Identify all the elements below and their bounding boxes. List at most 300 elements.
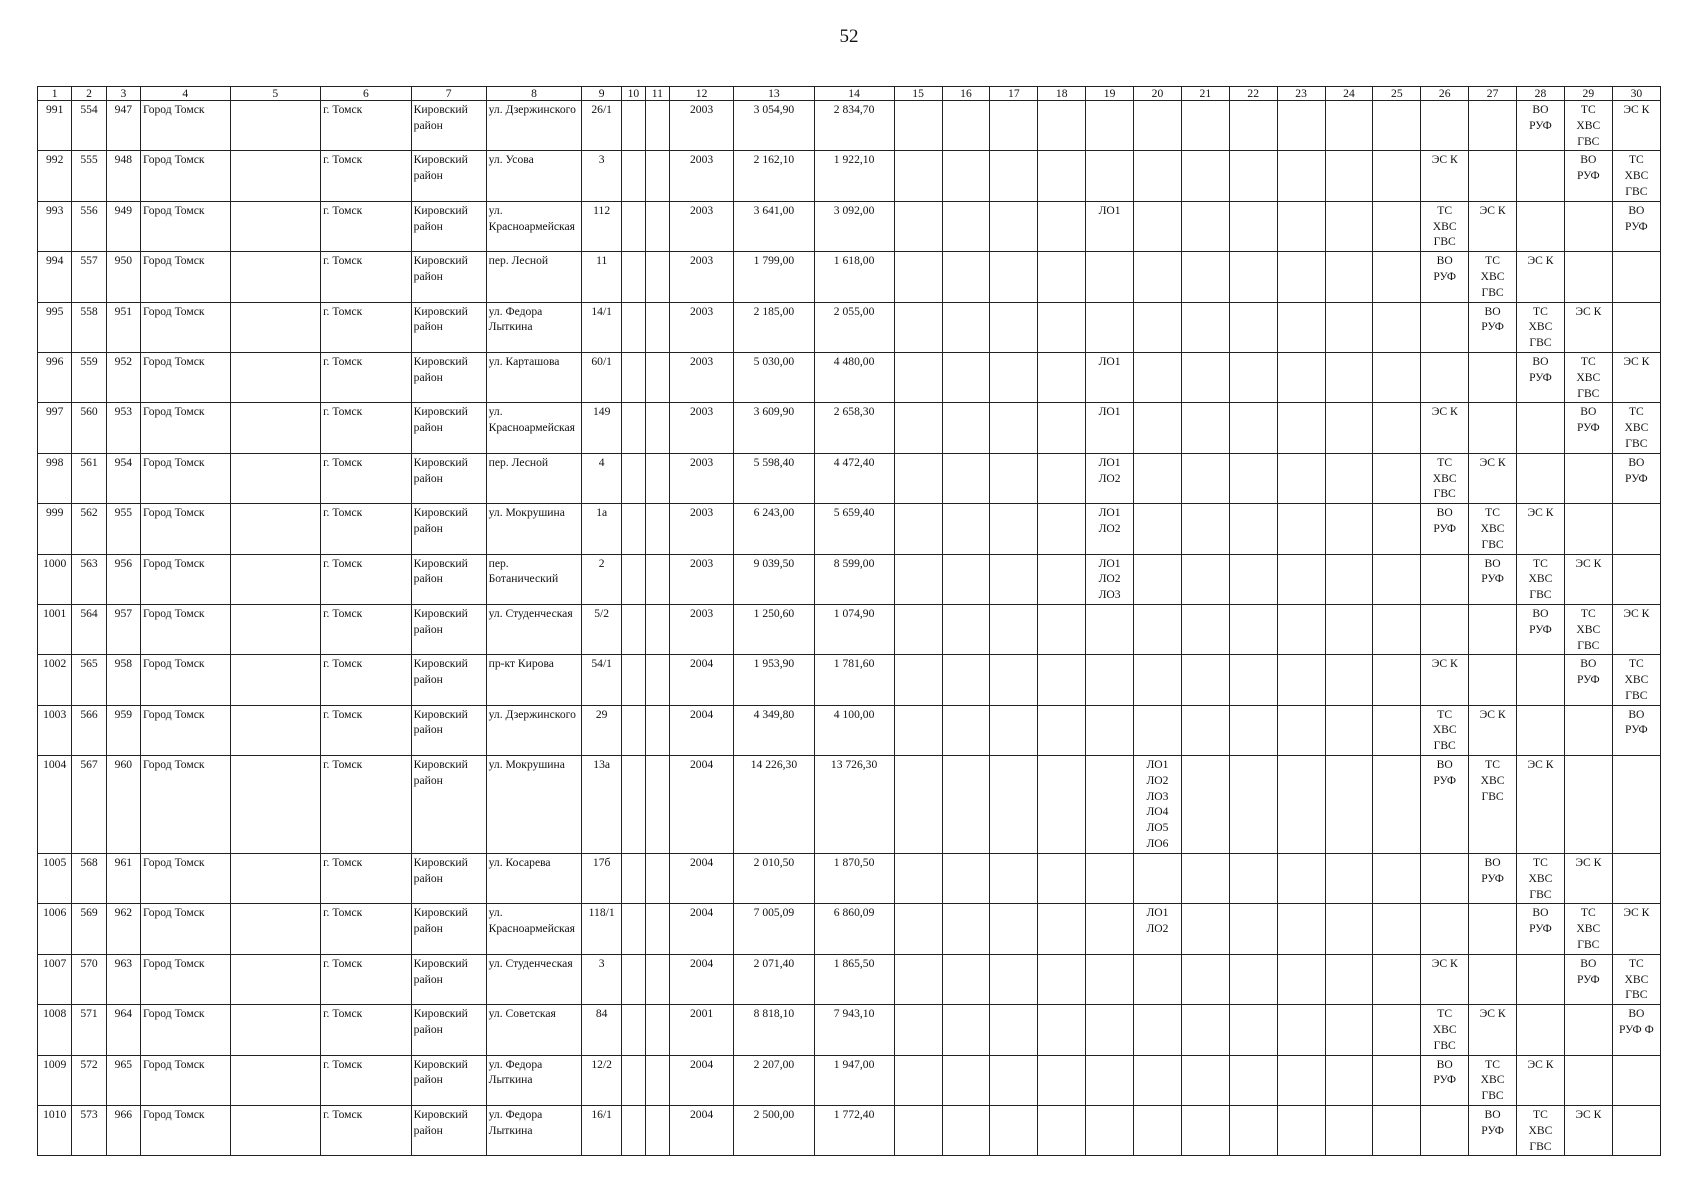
cell-col-30: ТС ХВС ГВС: [1612, 403, 1660, 453]
cell-col-18: [1038, 756, 1086, 854]
cell-col-25: [1373, 604, 1421, 654]
cell-col-15: [894, 151, 942, 201]
cell-col-26: ЭС К: [1421, 403, 1469, 453]
cell-col-23: [1277, 352, 1325, 402]
cell-col-10: [621, 201, 645, 251]
cell-col-13: 3 609,90: [734, 403, 814, 453]
cell-col-7: Кировский район: [411, 101, 486, 151]
cell-col-1: 994: [38, 252, 72, 302]
cell-col-10: [621, 904, 645, 954]
cell-col-7: Кировский район: [411, 151, 486, 201]
cell-col-5: [230, 453, 321, 503]
cell-col-18: [1038, 201, 1086, 251]
cell-col-4: Город Томск: [141, 352, 231, 402]
cell-col-1: 993: [38, 201, 72, 251]
cell-col-9: 2: [582, 554, 622, 604]
cell-col-16: [942, 151, 990, 201]
cell-col-1: 1009: [38, 1055, 72, 1105]
cell-col-17: [990, 954, 1038, 1004]
cell-col-28: ВО РУФ: [1517, 352, 1565, 402]
cell-col-12: 2004: [669, 1106, 734, 1156]
cell-col-12: 2004: [669, 954, 734, 1004]
cell-col-25: [1373, 756, 1421, 854]
cell-col-22: [1229, 302, 1277, 352]
cell-col-25: [1373, 1005, 1421, 1055]
table-row: [38, 1055, 1661, 1105]
cell-col-24: [1325, 201, 1373, 251]
cell-col-6: г. Томск: [321, 1106, 412, 1156]
cell-col-18: [1038, 403, 1086, 453]
column-header-22: 22: [1229, 87, 1277, 101]
cell-col-3: 951: [106, 302, 140, 352]
cell-col-27: ТС ХВС ГВС: [1469, 252, 1517, 302]
cell-col-19: [1086, 604, 1134, 654]
cell-col-3: 956: [106, 554, 140, 604]
column-header-24: 24: [1325, 87, 1373, 101]
cell-col-1: 991: [38, 101, 72, 151]
cell-col-10: [621, 1005, 645, 1055]
column-header-16: 16: [942, 87, 990, 101]
cell-col-23: [1277, 302, 1325, 352]
cell-col-5: [230, 101, 321, 151]
cell-col-18: [1038, 302, 1086, 352]
cell-col-23: [1277, 604, 1325, 654]
cell-col-3: 948: [106, 151, 140, 201]
cell-col-29: ЭС К: [1564, 302, 1612, 352]
cell-col-11: [645, 854, 669, 904]
cell-col-8: ул. Дзержинского: [486, 101, 582, 151]
cell-col-4: Город Томск: [141, 201, 231, 251]
cell-col-12: 2003: [669, 453, 734, 503]
cell-col-22: [1229, 904, 1277, 954]
cell-col-29: [1564, 705, 1612, 755]
cell-col-3: 947: [106, 101, 140, 151]
cell-col-11: [645, 554, 669, 604]
cell-col-12: 2004: [669, 705, 734, 755]
cell-col-9: 3: [582, 151, 622, 201]
cell-col-8: ул. Мокрушина: [486, 756, 582, 854]
column-header-5: 5: [230, 87, 321, 101]
cell-col-17: [990, 252, 1038, 302]
cell-col-28: ТС ХВС ГВС: [1517, 854, 1565, 904]
cell-col-21: [1181, 904, 1229, 954]
cell-col-21: [1181, 554, 1229, 604]
cell-col-9: 13а: [582, 756, 622, 854]
cell-col-15: [894, 252, 942, 302]
cell-col-8: пер. Лесной: [486, 453, 582, 503]
cell-col-8: ул. Дзержинского: [486, 705, 582, 755]
cell-col-20: [1134, 302, 1182, 352]
cell-col-23: [1277, 1055, 1325, 1105]
cell-col-6: г. Томск: [321, 504, 412, 554]
cell-col-9: 60/1: [582, 352, 622, 402]
cell-col-17: [990, 705, 1038, 755]
cell-col-19: [1086, 1055, 1134, 1105]
cell-col-7: Кировский район: [411, 352, 486, 402]
cell-col-30: [1612, 554, 1660, 604]
cell-col-27: [1469, 604, 1517, 654]
cell-col-18: [1038, 954, 1086, 1004]
cell-col-11: [645, 655, 669, 705]
cell-col-17: [990, 352, 1038, 402]
cell-col-25: [1373, 201, 1421, 251]
cell-col-19: [1086, 904, 1134, 954]
cell-col-15: [894, 302, 942, 352]
cell-col-18: [1038, 504, 1086, 554]
cell-col-9: 26/1: [582, 101, 622, 151]
cell-col-6: г. Томск: [321, 302, 412, 352]
cell-col-21: [1181, 1106, 1229, 1156]
cell-col-3: 961: [106, 854, 140, 904]
cell-col-26: ТС ХВС ГВС: [1421, 1005, 1469, 1055]
cell-col-27: ТС ХВС ГВС: [1469, 756, 1517, 854]
cell-col-15: [894, 954, 942, 1004]
table-row: [38, 554, 1661, 604]
table-row: [38, 151, 1661, 201]
cell-col-17: [990, 1055, 1038, 1105]
cell-col-17: [990, 854, 1038, 904]
cell-col-5: [230, 201, 321, 251]
cell-col-7: Кировский район: [411, 756, 486, 854]
cell-col-30: [1612, 1106, 1660, 1156]
table-row: [38, 403, 1661, 453]
cell-col-9: 5/2: [582, 604, 622, 654]
cell-col-27: [1469, 403, 1517, 453]
cell-col-19: [1086, 655, 1134, 705]
column-header-12: 12: [669, 87, 734, 101]
cell-col-11: [645, 1106, 669, 1156]
cell-col-8: ул. Усова: [486, 151, 582, 201]
cell-col-17: [990, 655, 1038, 705]
cell-col-24: [1325, 604, 1373, 654]
cell-col-24: [1325, 1055, 1373, 1105]
cell-col-11: [645, 1055, 669, 1105]
cell-col-28: ЭС К: [1517, 252, 1565, 302]
cell-col-29: [1564, 756, 1612, 854]
cell-col-7: Кировский район: [411, 302, 486, 352]
cell-col-10: [621, 1106, 645, 1156]
cell-col-25: [1373, 151, 1421, 201]
cell-col-2: 566: [72, 705, 106, 755]
cell-col-16: [942, 705, 990, 755]
cell-col-2: 558: [72, 302, 106, 352]
cell-col-8: ул. Красноармейская: [486, 904, 582, 954]
cell-col-26: ВО РУФ: [1421, 252, 1469, 302]
cell-col-29: [1564, 504, 1612, 554]
cell-col-20: [1134, 453, 1182, 503]
cell-col-18: [1038, 101, 1086, 151]
cell-col-4: Город Томск: [141, 1005, 231, 1055]
cell-col-4: Город Томск: [141, 705, 231, 755]
column-header-1: 1: [38, 87, 72, 101]
cell-col-12: 2001: [669, 1005, 734, 1055]
cell-col-14: 1 781,60: [814, 655, 894, 705]
column-header-3: 3: [106, 87, 140, 101]
cell-col-28: [1517, 201, 1565, 251]
cell-col-22: [1229, 101, 1277, 151]
cell-col-3: 965: [106, 1055, 140, 1105]
column-header-19: 19: [1086, 87, 1134, 101]
cell-col-29: ВО РУФ: [1564, 403, 1612, 453]
cell-col-25: [1373, 854, 1421, 904]
cell-col-23: [1277, 1106, 1325, 1156]
cell-col-2: 560: [72, 403, 106, 453]
cell-col-1: 1003: [38, 705, 72, 755]
cell-col-30: [1612, 504, 1660, 554]
column-header-15: 15: [894, 87, 942, 101]
housing-register-table: [37, 86, 1661, 1156]
cell-col-30: ЭС К: [1612, 904, 1660, 954]
cell-col-21: [1181, 655, 1229, 705]
cell-col-26: ТС ХВС ГВС: [1421, 453, 1469, 503]
cell-col-30: ВО РУФ Ф: [1612, 1005, 1660, 1055]
cell-col-20: [1134, 504, 1182, 554]
cell-col-10: [621, 453, 645, 503]
cell-col-19: [1086, 151, 1134, 201]
cell-col-30: ЭС К: [1612, 352, 1660, 402]
table-row: [38, 352, 1661, 402]
cell-col-2: 555: [72, 151, 106, 201]
cell-col-19: ЛО1 ЛО2: [1086, 453, 1134, 503]
cell-col-10: [621, 101, 645, 151]
cell-col-16: [942, 954, 990, 1004]
cell-col-14: 1 772,40: [814, 1106, 894, 1156]
cell-col-26: [1421, 904, 1469, 954]
cell-col-21: [1181, 352, 1229, 402]
cell-col-19: [1086, 756, 1134, 854]
cell-col-17: [990, 453, 1038, 503]
cell-col-7: Кировский район: [411, 1005, 486, 1055]
cell-col-29: [1564, 201, 1612, 251]
cell-col-23: [1277, 756, 1325, 854]
cell-col-1: 995: [38, 302, 72, 352]
cell-col-15: [894, 655, 942, 705]
cell-col-30: ТС ХВС ГВС: [1612, 151, 1660, 201]
cell-col-11: [645, 504, 669, 554]
cell-col-3: 963: [106, 954, 140, 1004]
cell-col-11: [645, 705, 669, 755]
cell-col-13: 7 005,09: [734, 904, 814, 954]
cell-col-28: ЭС К: [1517, 1055, 1565, 1105]
cell-col-4: Город Томск: [141, 252, 231, 302]
cell-col-5: [230, 756, 321, 854]
cell-col-29: ЭС К: [1564, 1106, 1612, 1156]
cell-col-14: 4 480,00: [814, 352, 894, 402]
cell-col-10: [621, 854, 645, 904]
cell-col-29: ВО РУФ: [1564, 954, 1612, 1004]
cell-col-19: [1086, 705, 1134, 755]
column-header-29: 29: [1564, 87, 1612, 101]
cell-col-28: ВО РУФ: [1517, 101, 1565, 151]
cell-col-14: 3 092,00: [814, 201, 894, 251]
cell-col-9: 4: [582, 453, 622, 503]
cell-col-24: [1325, 101, 1373, 151]
cell-col-24: [1325, 854, 1373, 904]
table-row: [38, 453, 1661, 503]
cell-col-15: [894, 1055, 942, 1105]
cell-col-11: [645, 352, 669, 402]
cell-col-20: [1134, 252, 1182, 302]
cell-col-15: [894, 854, 942, 904]
cell-col-11: [645, 954, 669, 1004]
cell-col-12: 2003: [669, 352, 734, 402]
cell-col-30: [1612, 756, 1660, 854]
cell-col-18: [1038, 1055, 1086, 1105]
cell-col-25: [1373, 655, 1421, 705]
cell-col-2: 565: [72, 655, 106, 705]
column-header-26: 26: [1421, 87, 1469, 101]
cell-col-5: [230, 302, 321, 352]
cell-col-26: [1421, 1106, 1469, 1156]
cell-col-24: [1325, 151, 1373, 201]
cell-col-7: Кировский район: [411, 655, 486, 705]
cell-col-25: [1373, 101, 1421, 151]
column-header-30: 30: [1612, 87, 1660, 101]
cell-col-8: ул. Студенческая: [486, 954, 582, 1004]
cell-col-13: 4 349,80: [734, 705, 814, 755]
cell-col-28: ТС ХВС ГВС: [1517, 1106, 1565, 1156]
cell-col-14: 1 618,00: [814, 252, 894, 302]
cell-col-27: ЭС К: [1469, 1005, 1517, 1055]
cell-col-13: 8 818,10: [734, 1005, 814, 1055]
cell-col-1: 1002: [38, 655, 72, 705]
cell-col-9: 17б: [582, 854, 622, 904]
cell-col-1: 992: [38, 151, 72, 201]
cell-col-11: [645, 302, 669, 352]
cell-col-5: [230, 705, 321, 755]
cell-col-29: [1564, 1005, 1612, 1055]
cell-col-26: ВО РУФ: [1421, 504, 1469, 554]
cell-col-3: 959: [106, 705, 140, 755]
cell-col-12: 2003: [669, 101, 734, 151]
cell-col-5: [230, 504, 321, 554]
column-header-20: 20: [1134, 87, 1182, 101]
cell-col-4: Город Томск: [141, 954, 231, 1004]
cell-col-29: ТС ХВС ГВС: [1564, 352, 1612, 402]
cell-col-20: ЛО1 ЛО2 ЛО3 ЛО4 ЛО5 ЛО6: [1134, 756, 1182, 854]
cell-col-4: Город Томск: [141, 854, 231, 904]
cell-col-17: [990, 101, 1038, 151]
cell-col-17: [990, 604, 1038, 654]
cell-col-28: ВО РУФ: [1517, 904, 1565, 954]
cell-col-19: ЛО1: [1086, 403, 1134, 453]
cell-col-11: [645, 756, 669, 854]
cell-col-5: [230, 904, 321, 954]
cell-col-23: [1277, 403, 1325, 453]
cell-col-13: 1 799,00: [734, 252, 814, 302]
cell-col-1: 1006: [38, 904, 72, 954]
cell-col-21: [1181, 504, 1229, 554]
cell-col-20: [1134, 101, 1182, 151]
cell-col-14: 2 658,30: [814, 403, 894, 453]
cell-col-20: ЛО1 ЛО2: [1134, 904, 1182, 954]
cell-col-5: [230, 403, 321, 453]
cell-col-12: 2003: [669, 403, 734, 453]
cell-col-25: [1373, 954, 1421, 1004]
cell-col-5: [230, 854, 321, 904]
cell-col-11: [645, 151, 669, 201]
column-header-10: 10: [621, 87, 645, 101]
cell-col-10: [621, 705, 645, 755]
cell-col-4: Город Томск: [141, 403, 231, 453]
cell-col-21: [1181, 453, 1229, 503]
cell-col-7: Кировский район: [411, 403, 486, 453]
cell-col-7: Кировский район: [411, 201, 486, 251]
cell-col-26: ВО РУФ: [1421, 756, 1469, 854]
cell-col-24: [1325, 352, 1373, 402]
cell-col-6: г. Томск: [321, 554, 412, 604]
cell-col-24: [1325, 655, 1373, 705]
cell-col-20: [1134, 705, 1182, 755]
cell-col-22: [1229, 1005, 1277, 1055]
cell-col-3: 958: [106, 655, 140, 705]
cell-col-28: [1517, 954, 1565, 1004]
cell-col-8: ул. Федора Лыткина: [486, 1055, 582, 1105]
cell-col-15: [894, 453, 942, 503]
cell-col-17: [990, 1106, 1038, 1156]
cell-col-27: ВО РУФ: [1469, 554, 1517, 604]
cell-col-20: [1134, 151, 1182, 201]
cell-col-10: [621, 604, 645, 654]
cell-col-29: ВО РУФ: [1564, 151, 1612, 201]
cell-col-20: [1134, 655, 1182, 705]
table-row: [38, 302, 1661, 352]
cell-col-2: 559: [72, 352, 106, 402]
cell-col-21: [1181, 705, 1229, 755]
cell-col-18: [1038, 252, 1086, 302]
cell-col-15: [894, 604, 942, 654]
cell-col-21: [1181, 101, 1229, 151]
cell-col-24: [1325, 1106, 1373, 1156]
cell-col-16: [942, 352, 990, 402]
cell-col-6: г. Томск: [321, 904, 412, 954]
cell-col-14: 1 870,50: [814, 854, 894, 904]
cell-col-25: [1373, 302, 1421, 352]
cell-col-8: пер. Ботанический: [486, 554, 582, 604]
cell-col-3: 953: [106, 403, 140, 453]
cell-col-12: 2004: [669, 854, 734, 904]
cell-col-10: [621, 151, 645, 201]
cell-col-26: [1421, 604, 1469, 654]
cell-col-22: [1229, 352, 1277, 402]
cell-col-6: г. Томск: [321, 1005, 412, 1055]
cell-col-4: Город Томск: [141, 1055, 231, 1105]
cell-col-20: [1134, 604, 1182, 654]
cell-col-5: [230, 604, 321, 654]
table-row: [38, 1106, 1661, 1156]
column-header-11: 11: [645, 87, 669, 101]
cell-col-11: [645, 604, 669, 654]
cell-col-21: [1181, 252, 1229, 302]
cell-col-12: 2004: [669, 1055, 734, 1105]
cell-col-15: [894, 904, 942, 954]
cell-col-10: [621, 554, 645, 604]
cell-col-17: [990, 504, 1038, 554]
cell-col-27: ТС ХВС ГВС: [1469, 504, 1517, 554]
cell-col-10: [621, 655, 645, 705]
cell-col-26: ЭС К: [1421, 151, 1469, 201]
cell-col-13: 2 162,10: [734, 151, 814, 201]
cell-col-21: [1181, 604, 1229, 654]
cell-col-25: [1373, 352, 1421, 402]
cell-col-23: [1277, 201, 1325, 251]
cell-col-9: 14/1: [582, 302, 622, 352]
cell-col-7: Кировский район: [411, 252, 486, 302]
cell-col-7: Кировский район: [411, 504, 486, 554]
cell-col-3: 966: [106, 1106, 140, 1156]
cell-col-24: [1325, 954, 1373, 1004]
column-header-8: 8: [486, 87, 582, 101]
